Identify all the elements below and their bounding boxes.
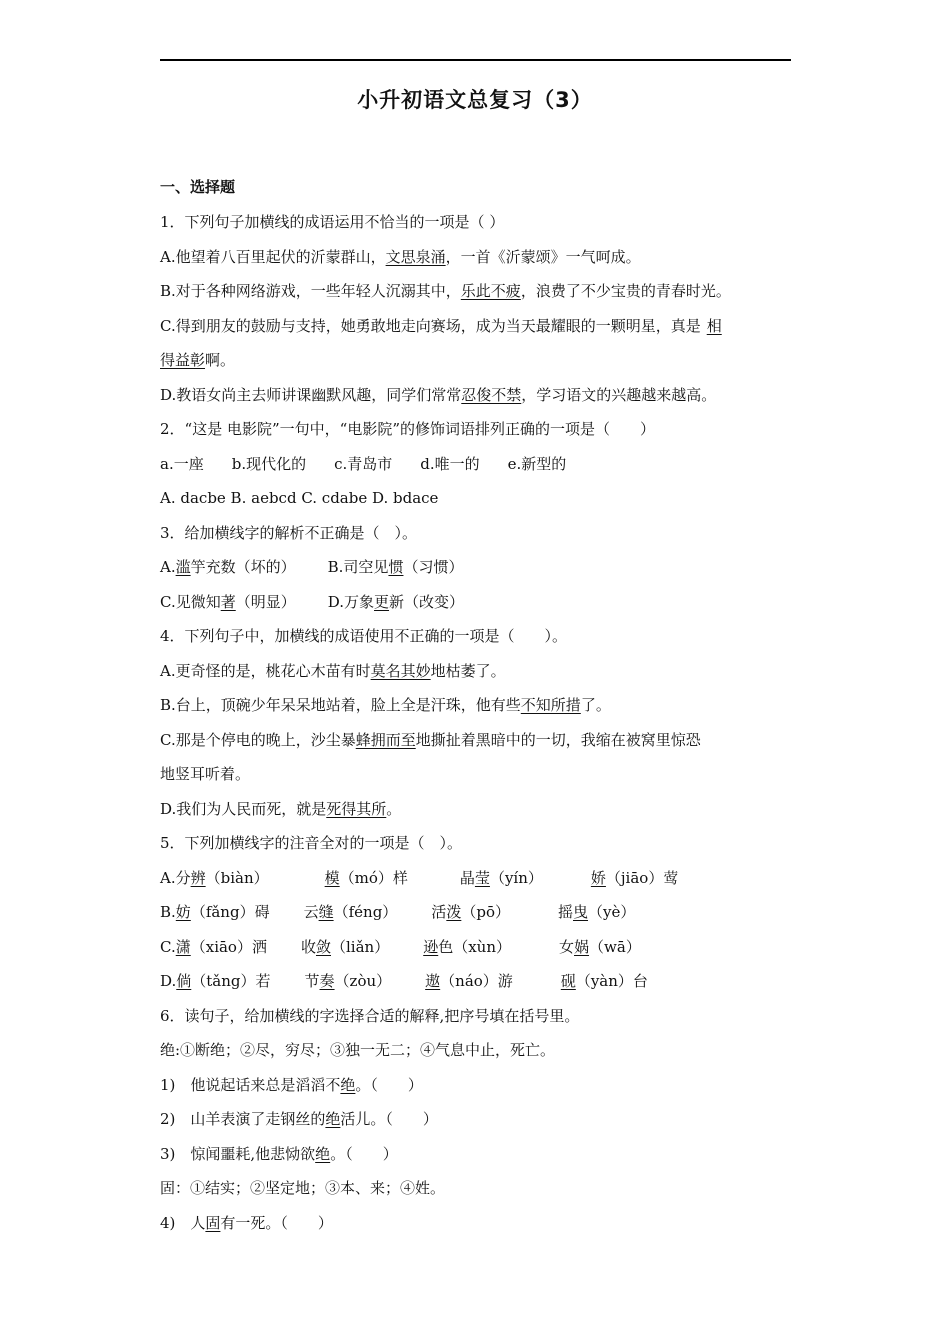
q5-option-c: C.潇（xiāo）洒 收敛（liǎn） 逊色（xùn） 女娲（wā） <box>160 937 641 956</box>
q6-jue-definitions: 绝:①断绝；②尽，穷尽；③独一无二；④气息中止，死亡。 <box>160 1041 556 1059</box>
q6-sentence-4: 4) 人固有一死。（ ） <box>160 1213 333 1232</box>
q4-option-c: C.那是个停电的晚上，沙尘暴蜂拥而至地撕扯着黑暗中的一切，我缩在被窝里惊恐 <box>160 730 701 749</box>
underlined-idiom: 相 <box>706 316 722 335</box>
underlined-idiom: 忍俊不禁 <box>461 385 522 404</box>
underlined-idiom: 乐此不疲 <box>460 282 521 300</box>
q2-modifiers: a.一座 b.现代化的 c.青岛市 d.唯一的 e.新型的 <box>160 454 567 473</box>
page-title: 小升初语文总复习（3） <box>357 88 593 112</box>
q3-options-cd: C.见微知著（明显） D.万象更新（改变） <box>160 592 465 611</box>
q1-option-c-cont: 得益彰啊。 <box>160 351 236 369</box>
q6-sentence-1: 1) 他说起话来总是滔滔不绝。（ ） <box>160 1075 423 1094</box>
q6-gu-definitions: 固：①结实；②坚定地；③本、来；④姓。 <box>160 1179 446 1197</box>
q4-option-c-cont: 地竖耳听着。 <box>160 765 251 783</box>
q4-option-d: D.我们为人民而死，就是死得其所。 <box>160 799 402 818</box>
q4-stem: 4．下列句子中，加横线的成语使用不正确的一项是（ ）。 <box>160 627 568 645</box>
q5-option-d: D.倘（tǎng）若 节奏（zòu） 遨（náo）游 砚（yàn）台 <box>160 972 648 990</box>
q1-option-b: B.对于各种网络游戏，一些年轻人沉溺其中，乐此不疲，浪费了不少宝贵的青春时光。 <box>160 282 731 300</box>
q6-sentence-2: 2) 山羊表演了走钢丝的绝活儿。（ ） <box>160 1110 438 1128</box>
q5-option-a: A.分辨（biàn） 模（mó）样 晶莹（yín） 娇（jiāo）莺 <box>160 868 679 887</box>
q6-sentence-3: 3) 惊闻噩耗,他悲恸欲绝。（ ） <box>160 1144 398 1163</box>
underlined-idiom: 得益彰 <box>160 351 206 369</box>
q5-stem: 5．下列加横线字的注音全对的一项是（ ）。 <box>160 834 463 852</box>
q2-stem: 2．“这是 电影院”一句中，“电影院”的修饰词语排列正确的一项是（ ） <box>160 420 655 438</box>
q3-stem: 3．给加横线字的解析不正确是（ ）。 <box>160 523 418 542</box>
q1-option-d: D.教语女尚主去师讲课幽默风趣，同学们常常忍俊不禁，学习语文的兴趣越来越高。 <box>160 385 717 404</box>
q4-option-b: B.台上，顶碗少年呆呆地站着，脸上全是汗珠，他有些不知所措了。 <box>160 696 611 714</box>
q6-stem: 6．读句子，给加横线的字选择合适的解释,把序号填在括号里。 <box>160 1006 580 1025</box>
q4-option-a: A.更奇怪的是，桃花心木苗有时莫名其妙地枯萎了。 <box>160 661 506 680</box>
q1-option-a: A.他望着八百里起伏的沂蒙群山，文思泉涌，一首《沂蒙颂》一气呵成。 <box>160 247 641 266</box>
q1-option-c: C.得到朋友的鼓励与支持，她勇敢地走向赛场，成为当天最耀眼的一颗明星，真是 相 <box>160 316 722 335</box>
q5-option-b: B.妨（fǎng）碍 云缝（féng） 活泼（pō） 摇曳（yè） <box>160 903 636 921</box>
document-body <box>160 205 800 1240</box>
section-heading: 一、选择题 <box>160 178 236 196</box>
header-rule <box>160 59 791 61</box>
q1-stem: 1．下列句子加横线的成语运用不恰当的一项是（ ） <box>160 213 505 231</box>
q2-answers: A. dacbe B. aebcd C. cdabe D. bdace <box>160 489 439 507</box>
q3-options-ab: A.滥竽充数（坏的） B.司空见惯（习惯） <box>160 558 464 576</box>
underlined-idiom: 文思泉涌 <box>385 247 446 266</box>
